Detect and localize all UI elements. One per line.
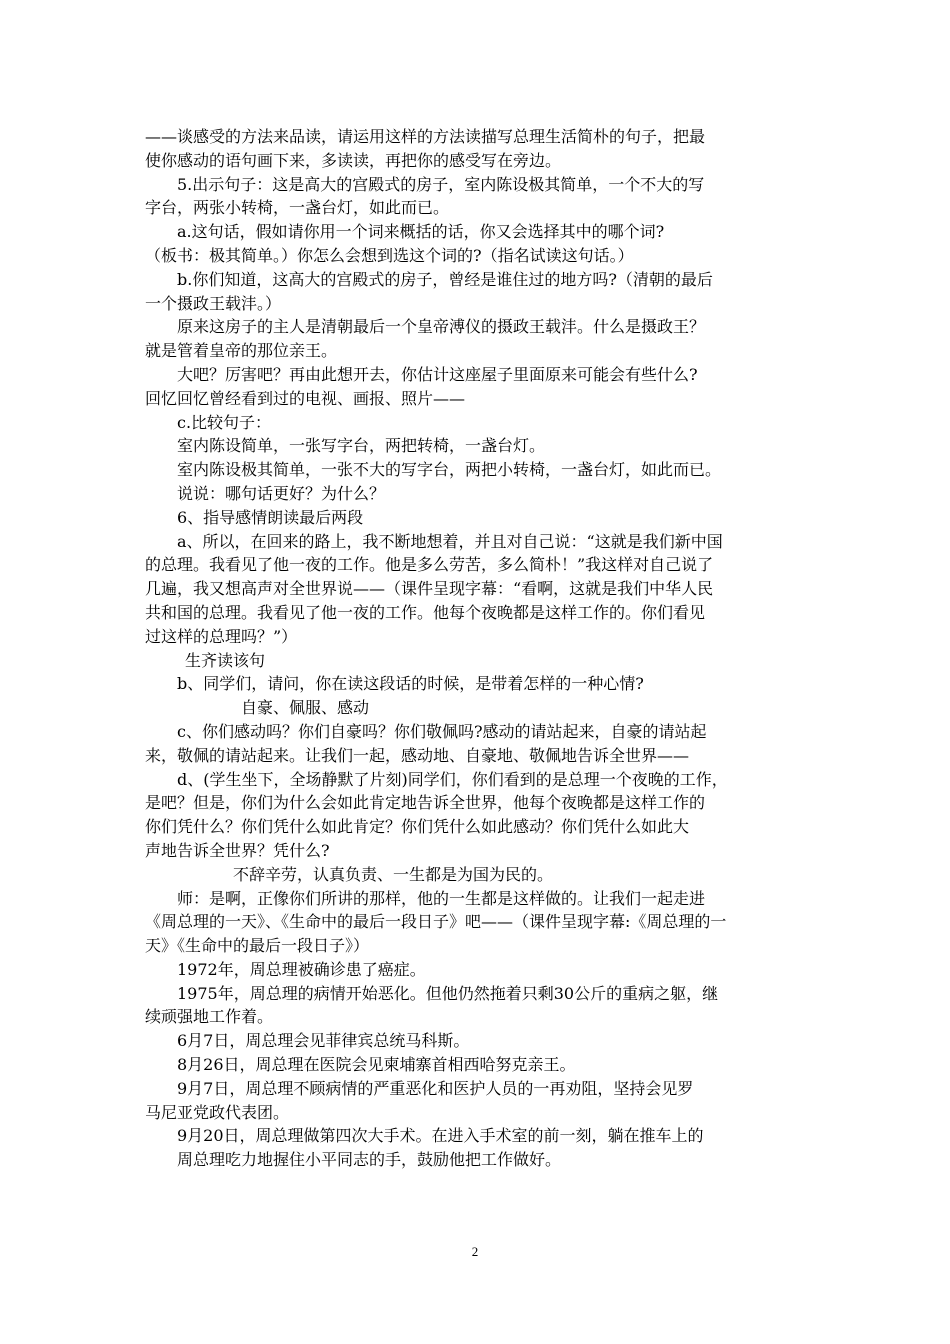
text-line: 共和国的总理。我看见了他一夜的工作。他每个夜晚都是这样工作的。你们看见 <box>145 602 706 622</box>
text-line: 字台，两张小转椅，一盏台灯，如此而已。 <box>145 198 450 218</box>
text-line: 1972年，周总理被确诊患了癌症。 <box>177 959 426 979</box>
text-line: 一个摄政王载沣。） <box>145 293 282 313</box>
text-line: （板书：极其简单。）你怎么会想到选这个词的?（指名试读这句话。） <box>145 245 634 265</box>
text-line: 来，敬佩的请站起来。让我们一起，感动地、自豪地、敬佩地告诉全世界—— <box>145 745 690 765</box>
text-line: b、同学们，请问，你在读这段话的时候，是带着怎样的一种心情? <box>177 674 644 694</box>
text-line: 续顽强地工作着。 <box>145 1007 274 1027</box>
text-line: d、(学生坐下，全场静默了片刻)同学们，你们看到的是总理一个夜晚的工作， <box>177 769 728 789</box>
text-line: 回忆回忆曾经看到过的电视、画报、照片—— <box>145 388 466 408</box>
page-number: 2 <box>471 1244 479 1259</box>
text-line: a.这句话，假如请你用一个词来概括的话，你又会选择其中的哪个词? <box>177 222 665 242</box>
text-line: c.比较句子： <box>177 412 272 432</box>
text-line: 9月20日，周总理做第四次大手术。在进入手术室的前一刻，躺在推车上的 <box>177 1126 704 1146</box>
text-line: 使你感动的语句画下来，多读读，再把你的感受写在旁边。 <box>145 150 562 170</box>
text-line: 不辞辛劳，认真负责、一生都是为国为民的。 <box>233 864 554 884</box>
text-line: 几遍，我又想高声对全世界说——（课件呈现字幕：“看啊，这就是我们中华人民 <box>145 579 714 599</box>
text-line: 6、指导感情朗读最后两段 <box>177 507 364 527</box>
text-line: 《周总理的一天》、《生命中的最后一段日子》吧——（课件呈现字幕:《周总理的一 <box>145 912 727 932</box>
text-line: 的总理。我看见了他一夜的工作。他是多么劳苦，多么简朴！”我这样对自己说了 <box>145 555 714 575</box>
text-line: 说说：哪句话更好？为什么？ <box>177 483 386 503</box>
text-line: 就是管着皇帝的那位亲王。 <box>145 341 338 361</box>
text-line: 生齐读该句 <box>185 650 266 670</box>
text-line: 6月7日，周总理会见菲律宾总统马科斯。 <box>177 1031 470 1051</box>
text-line: c、你们感动吗？你们自豪吗？你们敬佩吗?感动的请站起来，自豪的请站起 <box>177 721 707 741</box>
text-line: 大吧？厉害吧？再由此想开去，你估计这座屋子里面原来可能会有些什么? <box>177 364 698 384</box>
text-line: b.你们知道，这高大的宫殿式的房子，曾经是谁住过的地方吗?（清朝的最后 <box>177 269 713 289</box>
text-line: 天》《生命中的最后一段日子》） <box>145 936 370 956</box>
text-line: 8月26日，周总理在医院会见柬埔寨首相西哈努克亲王。 <box>177 1055 576 1075</box>
text-line: 自豪、佩服、感动 <box>241 698 370 718</box>
text-line: 声地告诉全世界？凭什么? <box>145 840 330 860</box>
text-line: 5.出示句子：这是高大的宫殿式的房子，室内陈设极其简单，一个不大的写 <box>177 174 705 194</box>
text-line: 室内陈设极其简单，一张不大的写字台，两把小转椅，一盏台灯，如此而已。 <box>177 460 722 480</box>
text-line: 9月7日，周总理不顾病情的严重恶化和医护人员的一再劝阻，坚持会见罗 <box>177 1078 694 1098</box>
text-line: 室内陈设简单，一张写字台，两把转椅，一盏台灯。 <box>177 436 546 456</box>
text-line: 1975年，周总理的病情开始恶化。但他仍然拖着只剩30公斤的重病之躯，继 <box>177 983 719 1003</box>
text-line: 你们凭什么？你们凭什么如此肯定？你们凭什么如此感动？你们凭什么如此大 <box>145 817 690 837</box>
text-line: ——谈感受的方法来品读，请运用这样的方法读描写总理生活简朴的句子，把最 <box>145 127 706 146</box>
text-line: 原来这房子的主人是清朝最后一个皇帝溥仪的摄政王载沣。什么是摄政王？ <box>177 317 706 337</box>
text-line: 过这样的总理吗？”） <box>145 626 298 646</box>
document-body <box>145 125 813 1172</box>
text-line: a、所以，在回来的路上，我不断地想着，并且对自己说：“这就是我们新中国 <box>177 531 723 551</box>
text-line: 是吧？但是，你们为什么会如此肯定地告诉全世界，他每个夜晚都是这样工作的 <box>145 793 706 813</box>
text-line: 周总理吃力地握住小平同志的手，鼓励他把工作做好。 <box>177 1150 562 1170</box>
text-line: 师：是啊，正像你们所讲的那样，他的一生都是这样做的。让我们一起走进 <box>177 888 706 908</box>
text-line: 马尼亚党政代表团。 <box>145 1102 290 1122</box>
